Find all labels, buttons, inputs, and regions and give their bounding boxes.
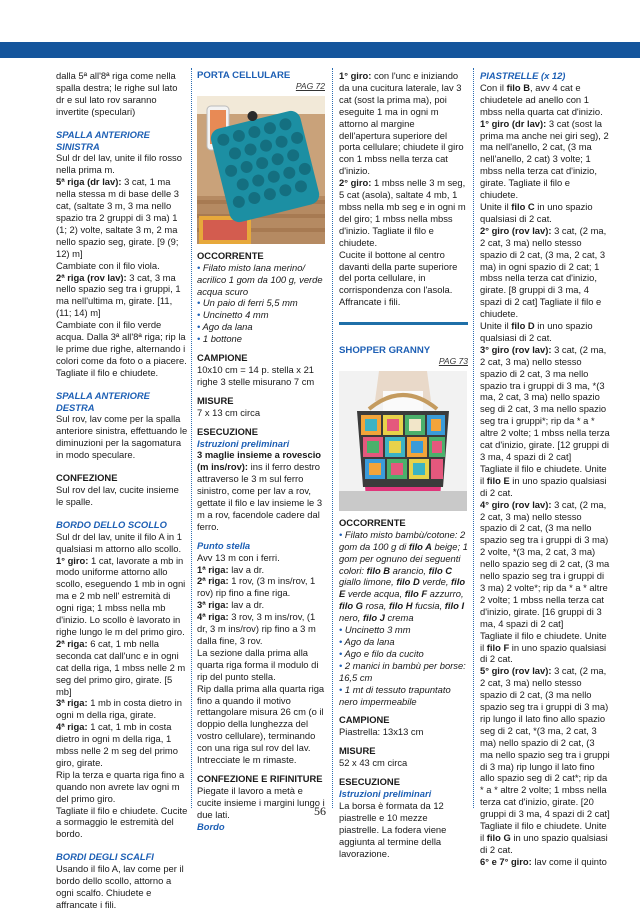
page-ref: PAG 72: [295, 80, 325, 91]
page-number: 56: [314, 804, 326, 818]
paragraph: 52 x 43 cm circa: [339, 757, 408, 769]
header-bar: [0, 42, 640, 58]
paragraph: Cambiate con il filo verde acqua. Dalla 3ª all'8ª riga; rip la le prime due righe, alternando i colori come da foto o a piacere. Tagliate il filo e chiudete.: [56, 319, 187, 378]
instruction-row: 4° giro (rov lav): 3 cat, (2 ma, 2 cat, 3 ma) nello stesso spazio di 2 cat, (3 ma nello spazio seg tra i gruppi di 3 ma) 2 volte, *(3 ma, 2 cat, 3 ma) nello spazio seg di 2 cat, (3 ma nello spazio seg tra i gruppi di 3 ma) 2 volte*; rip da * a * altre 2 volte; 1 mbss nella terza cat d'inizio, girate. [16 gruppi di 3 ma, 4 spazi di 2 cat]: [480, 498, 610, 629]
list-item: • Filato misto bambù/cotone: 2 gom da 100 g di filo A beige; 1 gom per ognuno dei seguenti colori: filo B arancio, filo C giallo limone, filo D verde, filo E verde acqua, filo F azzurro, filo G rosa, filo H fucsia, filo I nero, filo J crema: [339, 528, 468, 624]
section-title: BORDO DELLO SCOLLO: [56, 518, 167, 530]
paragraph: Avv 13 m con i ferri.: [197, 551, 280, 563]
instruction-row: [56, 721, 188, 769]
section-title: CONFEZIONE: [56, 472, 118, 484]
paragraph: Con il filo B, avv 4 cat e chiudetele ad anello con 1 mbss nella quarta cat d'inizio.: [480, 81, 603, 117]
paragraph: Rip la terza e quarta riga fino a quando non avrete lav ogni m del primo giro.: [56, 768, 185, 804]
section-title: CAMPIONE: [339, 714, 390, 726]
paragraph: Sul rov del lav, cucite insieme le spalle.: [56, 484, 179, 507]
section-title: MISURE: [197, 394, 234, 406]
instruction-row: 3 maglie insieme a rovescio (m ins/rov): ins il ferro destro attraverso le 3 m sul ferro sinistro, come per lav a rov, gettate il filo e lav insieme le 3 m a rov, facendole cadere dal ferro.: [197, 449, 323, 532]
list-item: • Filato misto lana merino/ acrilico 1 gom da 100 g, verde acqua scuro: [197, 261, 323, 297]
instruction-row: [56, 697, 188, 721]
paragraph: Tagliate il filo e chiudete. Unite il filo F in uno spazio qualsiasi di 2 cat.: [480, 629, 607, 665]
paragraph: Tagliate il filo e chiudete. Cucite a sormaggio le estremità del bordo.: [56, 804, 188, 840]
row-text: 6 cat, 1 mb nella seconda cat dall'unc e in ogni cat della riga, 1 mbss nelle 2 m seg del primo giro, girate. [5 mb]: [56, 637, 186, 697]
section-title: PIASTRELLE (x 12): [480, 70, 566, 81]
section-rule: [339, 322, 468, 325]
section-title: CAMPIONE: [197, 352, 248, 364]
instruction-row: 1° giro: con l'unc e iniziando da una cucitura laterale, lav 3 cat (sost la prima ma), poi eseguite 1 ma in ogni m attorno al margine dell'apertura superiore del porta cellulare; chiudete il giro con 1 mbss nella terza cat d'inizio.: [339, 70, 464, 177]
page-ref: PAG 73: [438, 356, 468, 367]
paragraph: Sul dr del lav, unite il filo A in 1 qualsiasi m attorno allo scollo.: [56, 530, 182, 554]
paragraph: Piegate il lavoro a metà e cucite insieme i margini lungo i due lati.: [197, 784, 325, 820]
row-label: 4ª riga:: [56, 721, 88, 733]
paragraph: Rip dalla prima alla quarta riga fino a quando il motivo rettangolare misura 26 cm (o il doppio della lunghezza del vostro cellulare), terminando con una riga sul rov del lav.: [197, 682, 325, 754]
paragraph: Piastrella: 13x13 cm: [339, 726, 424, 738]
paragraph: Sul dr del lav, unite il filo rosso nella prima m.: [56, 152, 182, 176]
row-label: 5ª riga (dr lav):: [56, 176, 122, 188]
paragraph: Intrecciate le m rimaste.: [197, 754, 297, 766]
paragraph: Tagliate il filo e chiudete. Unite il filo G in uno spazio qualsiasi di 2 cat.: [480, 820, 608, 855]
row-label: 2ª riga:: [56, 637, 88, 649]
paragraph: La borsa è formata da 12 piastrelle e 10 mezze piastrelle. La fodera viene aggiunta al termine della lavorazione.: [339, 799, 447, 859]
section-title: BORDI DEGLI SCALFI: [56, 851, 154, 863]
phone-case-photo: [197, 96, 325, 244]
row-text: 3 cat, 3 ma nello spazio seg tra i gruppi, 1 ma nell'ultima m, girate. [11, (11; 14) m]: [56, 271, 181, 319]
subsection-title: Istruzioni preliminari: [339, 787, 432, 799]
instruction-row: 3ª riga: lav a dr.: [197, 599, 265, 611]
instruction-row: 5° giro (rov lav): 3 cat, (2 ma, 2 cat, 3 ma) nello stesso spazio di 2 cat, (3 ma nello spazio seg tra i gruppi di 3 ma) rip lungo il lato fino allo spazio seg di 2 cat, *(3 ma, 2 cat, 3 ma) nello spazio di 2 cat, (3 ma nello spazio seg tra i gruppi di 3 ma) rip lungo il lato fino allo spazio seg di 2 cat*; rip da * a * altre 2 volte; 1 mbss nella terza cat d'inizio, girate. [20 gruppi di 3 ma, 4 spazi di 2 cat]: [480, 665, 610, 820]
paragraph: Cucite il bottone al centro davanti della parte superiore del porta cellulare, in corrispondenza con l'asola. Affrancate i fili.: [339, 248, 458, 308]
row-label: 3ª riga:: [56, 697, 88, 709]
paragraph: Usando il filo A, lav come per il bordo dello scollo, attorno a ogni scalfo. Chiudete e affrancate i fili.: [56, 863, 184, 910]
subsection-title: Bordo: [197, 820, 225, 832]
paragraph: 10x10 cm = 14 p. stella x 21 righe 3 stelle misurano 7 cm: [197, 363, 315, 387]
row-label: 2ª riga (rov lav):: [56, 271, 127, 283]
column-divider: [332, 68, 333, 808]
row-label: 1° giro:: [56, 554, 89, 566]
section-title: OCCORRENTE: [197, 249, 264, 261]
row-text: 1 mb in costa dietro in ogni m della riga, girate.: [56, 697, 182, 721]
instruction-row: 2ª riga: 1 rov, (3 m ins/rov, 1 rov) rip fino a fine riga.: [197, 575, 316, 599]
paragraph: Unite il filo C in uno spazio qualsiasi di 2 cat.: [480, 200, 593, 224]
paragraph: Cambiate con il filo viola.: [56, 259, 160, 271]
list-item: • 2 manici in bambù per borse: 16,5 cm: [339, 659, 466, 683]
section-title: CONFEZIONE E RIFINITURE: [197, 772, 323, 784]
column-divider: [191, 68, 192, 808]
paragraph: 7 x 13 cm circa: [197, 406, 261, 418]
column-3: [339, 70, 468, 859]
section-title: OCCORRENTE: [339, 516, 406, 528]
instruction-row: 4ª riga: 3 rov, 3 m ins/rov, (1 dr, 3 m ins/rov) rip fino a 3 m dalla fine, 3 rov.: [197, 611, 316, 646]
paragraph: Unite il filo D in uno spazio qualsiasi di 2 cat.: [480, 320, 593, 343]
section-title: ESECUZIONE: [339, 776, 400, 788]
list-item: • Uncinetto 3 mm: [339, 624, 411, 636]
subsection-title: Istruzioni preliminari: [197, 437, 290, 449]
row-text: 1 cat, lavorate a mb in modo uniforme attorno allo scollo, eseguendo 1 mb in ogni ma e 2 mb nell' estremità di ogni riga; 1 mbss nella mb d'inizio. Lo scollo è lavorato in righe lungo le m del primo giro.: [56, 554, 186, 637]
section-title: ESECUZIONE: [197, 425, 258, 437]
list-item: • Uncinetto 4 mm: [197, 309, 269, 321]
instruction-row: 2° giro (rov lav): 3 cat, (2 ma, 2 cat, 3 ma) nello stesso spazio di 2 cat, (3 ma, 2 cat, 3 ma) in ogni spazio di 2 cat; 1 mbss nella terza cat d'inizio, girate. [8 gruppi di 3 ma, 4 spazi di 2 cat] Tagliate il filo e chiudete.: [480, 224, 607, 320]
list-item: • Un paio di ferri 5,5 mm: [197, 297, 298, 309]
granny-bag-image: [339, 371, 467, 511]
section-title: MISURE: [339, 745, 376, 757]
list-item: • Ago e filo da cucito: [339, 647, 424, 659]
paragraph: Sul rov, lav come per la spalla anteriore sinistra, effettuando le diminuzioni per la sagomatura in modo speculare.: [56, 413, 188, 461]
column-2: [197, 70, 325, 833]
paragraph: Tagliate il filo e chiudete. Unite il filo E in uno spazio qualsiasi di 2 cat.: [480, 462, 607, 498]
instruction-row: 2° giro: 1 mbss nelle 3 m seg, 5 cat (asola), saltate 4 mb, 1 mbss nella mb seg e in ogni m del giro; 1 mbss nella mbss d'inizio. Tagliate il filo e chiudete.: [339, 177, 466, 248]
instruction-row: 6° e 7° giro: lav come il quinto: [480, 855, 607, 867]
column-divider: [473, 68, 474, 808]
pattern-title: PORTA CELLULARE: [197, 70, 291, 81]
instruction-row: [56, 272, 188, 320]
section-title: SPALLA ANTERIORE DESTRA: [56, 389, 150, 413]
row-text: 3 cat, 1 ma nella stessa m di base delle 3 cat, (saltate 3 m, 3 ma nello spazio tra 2 gruppi di 3 ma) 1 (1; 2) volte, saltate 3 m, 2 ma nello spazio seg, girate. [9 (9; 12) m]: [56, 176, 179, 259]
pattern-title: SHOPPER GRANNY: [339, 345, 431, 357]
instruction-row: 3° giro (rov lav): 3 cat, (2 ma, 2 cat, 3 ma) nello stesso spazio di 2 cat, 3 ma nello spazio tra i gruppi di 3 ma, *(3 ma, 2 cat, 3 ma) nello spazio seg di 2 cat, 3 ma nello spazio seg tra i gruppi*; rip da * a * altre 2 volte; 1 mbss nella terza cat d'inizio, girate. [12 gruppi di 3 ma, 4 spazi di 2 cat]: [480, 343, 610, 462]
subsection-title: Punto stella: [197, 539, 251, 551]
column-4: [480, 70, 610, 868]
instruction-row: [56, 176, 188, 259]
instruction-row: [56, 555, 188, 638]
instruction-row: 1ª riga: lav a dr.: [197, 563, 265, 575]
paragraph: dalla 5ª all'8ª riga come nella spalla destra; le righe sul lato dr e sul lato rov saranno invertite (speculari): [56, 70, 178, 117]
section-title: SPALLA ANTERIORE SINISTRA: [56, 128, 150, 152]
shopper-bag-photo: [339, 371, 467, 511]
list-item: • Ago da lana: [197, 321, 253, 333]
row-text: 1 cat, 1 mb in costa dietro in ogni m della riga, 1 mbss nelle 2 m seg del primo giro, girate.: [56, 721, 178, 768]
list-item: • 1 bottone: [197, 333, 242, 345]
phone-case-image: [197, 96, 325, 244]
instruction-row: [56, 638, 188, 698]
list-item: • 1 mt di tessuto trapuntato nero impermeabile: [339, 683, 451, 707]
column-1: [56, 70, 188, 911]
instruction-row: 1° giro (dr lav): 3 cat (sost la prima ma anche nei giri seg), 2 ma nell'anello, 2 cat, (3 ma nell'anello, 2 cat) 3 volte; 1 mbss nella terza cat d'inizio, girate. Tagliate il filo e chiudete.: [480, 117, 609, 201]
materials-list: [339, 529, 468, 708]
list-item: • Ago da lana: [339, 636, 395, 647]
materials-list: [197, 262, 325, 345]
paragraph: La sezione dalla prima alla quarta riga forma il modulo di rip del punto stella.: [197, 646, 319, 682]
